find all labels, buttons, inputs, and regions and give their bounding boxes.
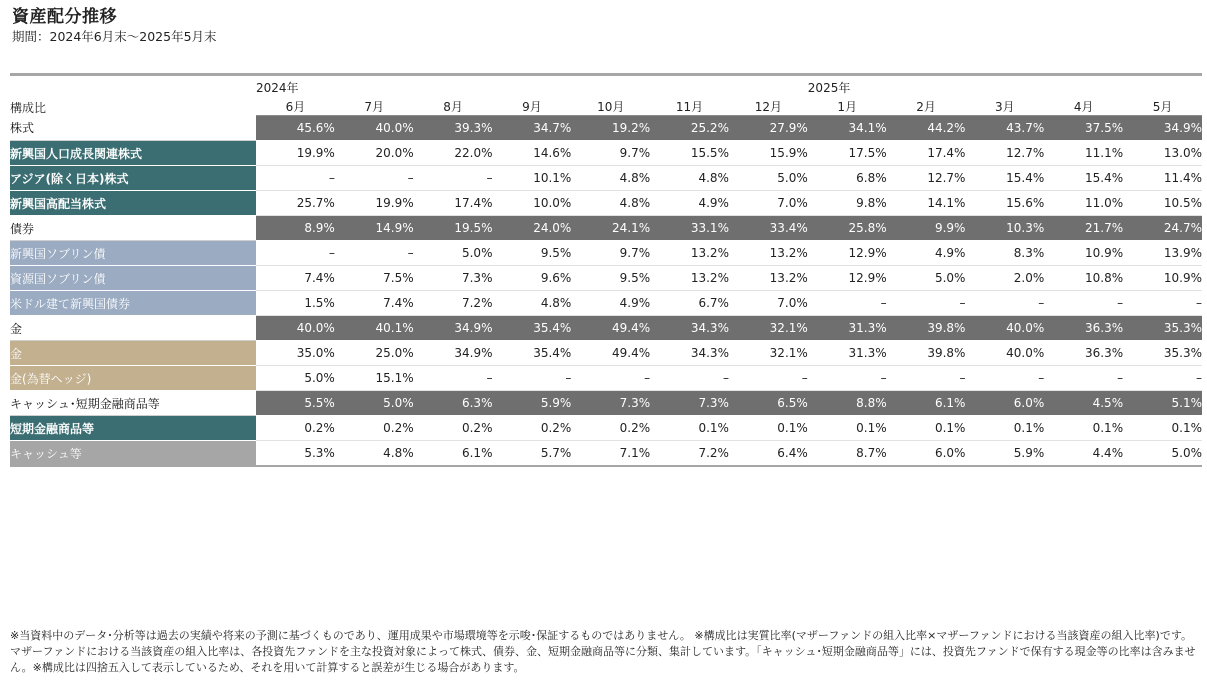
- value-cell: 25.7%: [256, 191, 335, 216]
- value-cell: 33.4%: [729, 216, 808, 241]
- value-cell: 8.9%: [256, 216, 335, 241]
- value-cell: 35.3%: [1123, 316, 1202, 341]
- value-cell: –: [256, 241, 335, 266]
- value-cell: 5.0%: [256, 366, 335, 391]
- value-cell: 11.0%: [1044, 191, 1123, 216]
- category-row: [10, 116, 1202, 141]
- value-cell: 20.0%: [335, 141, 414, 166]
- value-cell: 36.3%: [1044, 341, 1123, 366]
- value-cell: 14.6%: [492, 141, 571, 166]
- month-header: 1月: [808, 96, 887, 116]
- value-cell: 8.7%: [808, 441, 887, 467]
- value-cell: 36.3%: [1044, 316, 1123, 341]
- value-cell: 32.1%: [729, 316, 808, 341]
- value-cell: 7.3%: [414, 266, 493, 291]
- value-cell: 0.1%: [887, 416, 966, 441]
- value-cell: 0.1%: [808, 416, 887, 441]
- value-cell: –: [414, 366, 493, 391]
- value-cell: 32.1%: [729, 341, 808, 366]
- value-cell: 7.5%: [335, 266, 414, 291]
- value-cell: –: [1123, 366, 1202, 391]
- value-cell: 35.3%: [1123, 341, 1202, 366]
- value-cell: 12.7%: [887, 166, 966, 191]
- value-cell: 12.9%: [808, 241, 887, 266]
- value-cell: 39.8%: [887, 341, 966, 366]
- value-cell: 5.0%: [335, 391, 414, 416]
- value-cell: 22.0%: [414, 141, 493, 166]
- value-cell: 44.2%: [887, 116, 966, 141]
- value-cell: 34.7%: [492, 116, 571, 141]
- value-cell: 7.0%: [729, 291, 808, 316]
- subcategory-label: 米ドル建て新興国債券: [10, 291, 256, 316]
- page-title: 資産配分推移: [12, 7, 117, 27]
- allocation-table: [10, 76, 1202, 467]
- value-cell: 25.0%: [335, 341, 414, 366]
- value-cell: 13.9%: [1123, 241, 1202, 266]
- value-cell: 7.4%: [256, 266, 335, 291]
- value-cell: 5.0%: [887, 266, 966, 291]
- month-header: 5月: [1123, 96, 1202, 116]
- value-cell: 40.1%: [335, 316, 414, 341]
- value-cell: 15.9%: [729, 141, 808, 166]
- footnote: ※当資料中のデータ･分析等は過去の実績や将来の予測に基づくものであり、運用成果や市場環境等を示唆･保証するものではありません。 ※構成比は実質比率(マザーファンドの組入比率×マザーファンドにおける当該資産の組入比率)です。マザーファンドにおける当該資産の組入比率は、各投資先ファンドを主な投資対象によって株式、債券、金、短期金融商品等に分類、集計しています。「キャッシュ･短期金融商品等」には、投資先ファンドで保有する現金等の比率は含みません。※構成比は四捨五入して表示しているため、それを用いて計算すると誤差が生じる場合があります。: [10, 629, 1196, 674]
- value-cell: 13.2%: [650, 241, 729, 266]
- year-2025-label: 2025年: [807, 81, 851, 95]
- value-cell: 0.1%: [729, 416, 808, 441]
- value-cell: 12.7%: [965, 141, 1044, 166]
- value-cell: 0.1%: [650, 416, 729, 441]
- subcategory-row: [10, 191, 1202, 216]
- value-cell: 2.0%: [965, 266, 1044, 291]
- value-cell: 25.8%: [808, 216, 887, 241]
- value-cell: 8.8%: [808, 391, 887, 416]
- value-cell: 19.9%: [256, 141, 335, 166]
- value-cell: 39.8%: [887, 316, 966, 341]
- value-cell: 21.7%: [1044, 216, 1123, 241]
- subcategory-label: 短期金融商品等: [10, 416, 256, 441]
- value-cell: –: [1044, 291, 1123, 316]
- value-cell: 5.0%: [729, 166, 808, 191]
- value-cell: 0.2%: [414, 416, 493, 441]
- value-cell: 27.9%: [729, 116, 808, 141]
- value-cell: 5.5%: [256, 391, 335, 416]
- value-cell: 34.9%: [1123, 116, 1202, 141]
- value-cell: 9.7%: [571, 141, 650, 166]
- value-cell: 24.7%: [1123, 216, 1202, 241]
- subcategory-row: [10, 241, 1202, 266]
- value-cell: 4.4%: [1044, 441, 1123, 467]
- value-cell: 15.5%: [650, 141, 729, 166]
- value-cell: 7.3%: [571, 391, 650, 416]
- value-cell: 6.3%: [414, 391, 493, 416]
- value-cell: 0.2%: [256, 416, 335, 441]
- value-cell: 31.3%: [808, 316, 887, 341]
- value-cell: 15.4%: [965, 166, 1044, 191]
- value-cell: –: [256, 166, 335, 191]
- value-cell: 7.3%: [650, 391, 729, 416]
- value-cell: 9.8%: [808, 191, 887, 216]
- value-cell: –: [808, 291, 887, 316]
- value-cell: 33.1%: [650, 216, 729, 241]
- value-cell: 15.6%: [965, 191, 1044, 216]
- category-row: [10, 316, 1202, 341]
- subcategory-label: 資源国ソブリン債: [10, 266, 256, 291]
- value-cell: 34.9%: [414, 341, 493, 366]
- value-cell: 40.0%: [256, 316, 335, 341]
- value-cell: –: [492, 366, 571, 391]
- value-cell: –: [887, 291, 966, 316]
- value-cell: 15.4%: [1044, 166, 1123, 191]
- value-cell: 10.9%: [1123, 266, 1202, 291]
- value-cell: 9.5%: [492, 241, 571, 266]
- value-cell: 43.7%: [965, 116, 1044, 141]
- category-label: 債券: [10, 216, 256, 241]
- value-cell: 19.5%: [414, 216, 493, 241]
- subcategory-row: [10, 416, 1202, 441]
- value-cell: 4.8%: [650, 166, 729, 191]
- month-header: 2月: [887, 96, 966, 116]
- value-cell: 10.3%: [965, 216, 1044, 241]
- value-cell: 35.0%: [256, 341, 335, 366]
- value-cell: 4.8%: [571, 166, 650, 191]
- value-cell: 34.9%: [414, 316, 493, 341]
- subcategory-label: アジア(除く日本)株式: [10, 166, 256, 191]
- subcategory-label: 金: [10, 341, 256, 366]
- value-cell: 4.9%: [650, 191, 729, 216]
- month-header: 6月: [256, 96, 335, 116]
- category-row: [10, 216, 1202, 241]
- value-cell: 7.0%: [729, 191, 808, 216]
- value-cell: –: [335, 241, 414, 266]
- value-cell: 0.1%: [965, 416, 1044, 441]
- value-cell: 0.1%: [1044, 416, 1123, 441]
- value-cell: 19.2%: [571, 116, 650, 141]
- value-cell: –: [965, 366, 1044, 391]
- value-cell: 35.4%: [492, 316, 571, 341]
- value-cell: 6.4%: [729, 441, 808, 467]
- subcategory-label: 金(為替ヘッジ): [10, 366, 256, 391]
- subcategory-label: 新興国人口成長関連株式: [10, 141, 256, 166]
- value-cell: –: [965, 291, 1044, 316]
- value-cell: 6.0%: [887, 441, 966, 467]
- value-cell: 1.5%: [256, 291, 335, 316]
- value-cell: 5.0%: [1123, 441, 1202, 467]
- category-label: キャッシュ･短期金融商品等: [10, 391, 256, 416]
- value-cell: 5.9%: [965, 441, 1044, 467]
- value-cell: 5.1%: [1123, 391, 1202, 416]
- value-cell: –: [729, 366, 808, 391]
- value-cell: 34.3%: [650, 341, 729, 366]
- subcategory-row: [10, 441, 1202, 467]
- value-cell: 40.0%: [965, 341, 1044, 366]
- header-year-row: [10, 76, 1202, 96]
- value-cell: 4.9%: [571, 291, 650, 316]
- subcategory-row: [10, 291, 1202, 316]
- value-cell: 12.9%: [808, 266, 887, 291]
- value-cell: 4.9%: [887, 241, 966, 266]
- value-cell: 19.9%: [335, 191, 414, 216]
- value-cell: 0.2%: [335, 416, 414, 441]
- month-header: 7月: [335, 96, 414, 116]
- value-cell: 49.4%: [571, 341, 650, 366]
- value-cell: 25.2%: [650, 116, 729, 141]
- value-cell: –: [335, 166, 414, 191]
- value-cell: –: [808, 366, 887, 391]
- value-cell: 17.4%: [414, 191, 493, 216]
- value-cell: 13.2%: [650, 266, 729, 291]
- value-cell: 14.9%: [335, 216, 414, 241]
- value-cell: –: [414, 166, 493, 191]
- value-cell: 4.8%: [492, 291, 571, 316]
- subcategory-row: [10, 166, 1202, 191]
- value-cell: 5.0%: [414, 241, 493, 266]
- value-cell: 0.2%: [492, 416, 571, 441]
- category-row: [10, 391, 1202, 416]
- subcategory-row: [10, 366, 1202, 391]
- value-cell: 6.7%: [650, 291, 729, 316]
- value-cell: 45.6%: [256, 116, 335, 141]
- value-cell: 6.1%: [887, 391, 966, 416]
- value-cell: 40.0%: [965, 316, 1044, 341]
- period-label: 期間：2024年6月末～2025年5月末: [12, 29, 217, 44]
- month-header: 11月: [650, 96, 729, 116]
- value-cell: –: [571, 366, 650, 391]
- value-cell: 24.1%: [571, 216, 650, 241]
- month-header: 12月: [729, 96, 808, 116]
- value-cell: 6.8%: [808, 166, 887, 191]
- value-cell: 6.1%: [414, 441, 493, 467]
- value-cell: 10.5%: [1123, 191, 1202, 216]
- value-cell: 13.2%: [729, 241, 808, 266]
- subcategory-label: 新興国ソブリン債: [10, 241, 256, 266]
- value-cell: 40.0%: [335, 116, 414, 141]
- value-cell: 17.5%: [808, 141, 887, 166]
- value-cell: 7.1%: [571, 441, 650, 467]
- value-cell: 9.9%: [887, 216, 966, 241]
- value-cell: 13.2%: [729, 266, 808, 291]
- value-cell: –: [887, 366, 966, 391]
- month-header: 9月: [492, 96, 571, 116]
- value-cell: 7.2%: [414, 291, 493, 316]
- value-cell: 5.7%: [492, 441, 571, 467]
- value-cell: 9.6%: [492, 266, 571, 291]
- value-cell: 7.2%: [650, 441, 729, 467]
- value-cell: 11.1%: [1044, 141, 1123, 166]
- value-cell: 5.9%: [492, 391, 571, 416]
- value-cell: –: [1044, 366, 1123, 391]
- value-cell: 0.2%: [571, 416, 650, 441]
- value-cell: 9.7%: [571, 241, 650, 266]
- value-cell: 11.4%: [1123, 166, 1202, 191]
- value-cell: 34.3%: [650, 316, 729, 341]
- value-cell: 10.9%: [1044, 241, 1123, 266]
- value-cell: 31.3%: [808, 341, 887, 366]
- value-cell: 13.0%: [1123, 141, 1202, 166]
- value-cell: 24.0%: [492, 216, 571, 241]
- value-cell: 5.3%: [256, 441, 335, 467]
- value-cell: –: [650, 366, 729, 391]
- category-label: 金: [10, 316, 256, 341]
- composition-header: 構成比: [10, 100, 47, 115]
- value-cell: 10.8%: [1044, 266, 1123, 291]
- value-cell: 10.1%: [492, 166, 571, 191]
- value-cell: 15.1%: [335, 366, 414, 391]
- value-cell: 9.5%: [571, 266, 650, 291]
- subcategory-label: キャッシュ等: [10, 441, 256, 467]
- subcategory-row: [10, 341, 1202, 366]
- value-cell: 0.1%: [1123, 416, 1202, 441]
- value-cell: 4.8%: [335, 441, 414, 467]
- value-cell: 14.1%: [887, 191, 966, 216]
- value-cell: 49.4%: [571, 316, 650, 341]
- value-cell: 7.4%: [335, 291, 414, 316]
- value-cell: 34.1%: [808, 116, 887, 141]
- value-cell: 39.3%: [414, 116, 493, 141]
- subcategory-row: [10, 266, 1202, 291]
- category-label: 株式: [10, 116, 256, 141]
- value-cell: 37.5%: [1044, 116, 1123, 141]
- value-cell: 6.5%: [729, 391, 808, 416]
- month-header: 8月: [414, 96, 493, 116]
- value-cell: 35.4%: [492, 341, 571, 366]
- value-cell: 6.0%: [965, 391, 1044, 416]
- year-2024-label: 2024年: [256, 81, 299, 95]
- value-cell: 8.3%: [965, 241, 1044, 266]
- value-cell: 10.0%: [492, 191, 571, 216]
- value-cell: –: [1123, 291, 1202, 316]
- value-cell: 17.4%: [887, 141, 966, 166]
- subcategory-label: 新興国高配当株式: [10, 191, 256, 216]
- month-header: 4月: [1044, 96, 1123, 116]
- value-cell: 4.5%: [1044, 391, 1123, 416]
- value-cell: 4.8%: [571, 191, 650, 216]
- month-header: 3月: [965, 96, 1044, 116]
- month-header: 10月: [571, 96, 650, 116]
- subcategory-row: [10, 141, 1202, 166]
